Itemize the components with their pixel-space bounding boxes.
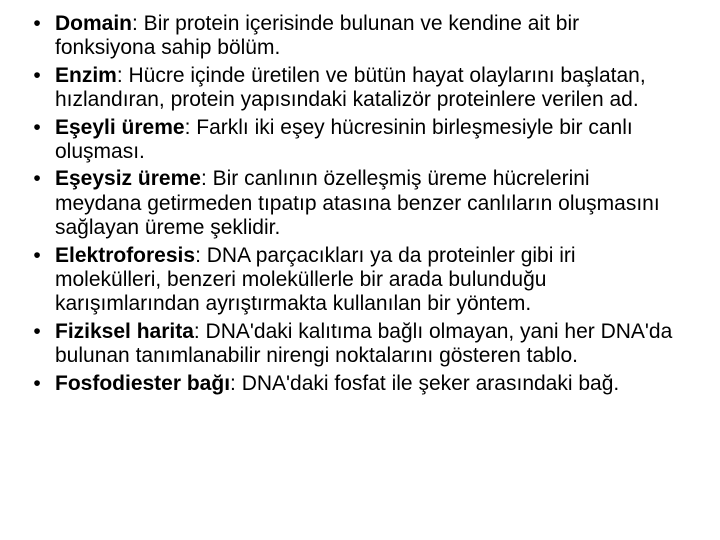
term: Elektroforesis [55,243,196,267]
list-item [30,116,680,165]
term: Fiziksel harita [55,319,194,343]
bullet-icon: • [33,115,41,139]
list-item [30,12,680,61]
bullet-icon: • [33,243,41,267]
list-item [30,372,680,396]
term: Eşeyli üreme [55,115,185,139]
bullet-icon: • [33,371,41,395]
definition: : DNA parçacıkları ya da proteinler gibi iri molekülleri, benzeri moleküllerle bir arada bulunduğu karışımlarından ayrıştırmakta kullanılan bir yöntem. [55,243,576,316]
glossary-list [30,12,680,399]
list-item [30,167,680,240]
bullet-icon: • [33,167,41,191]
list-item [30,320,680,369]
definition: : Hücre içinde üretilen ve bütün hayat olaylarını başlatan, hızlandıran, protein yapısındaki katalizör proteinlere verilen ad. [55,63,646,112]
bullet-icon: • [33,12,41,35]
term: Domain [55,12,133,35]
definition: : Bir protein içerisinde bulunan ve kendine ait bir fonksiyona sahip bölüm. [55,12,580,60]
bullet-icon: • [33,63,41,87]
definition: : DNA'daki fosfat ile şeker arasındaki bağ. [230,371,620,395]
definition: : DNA'daki kalıtıma bağlı olmayan, yani her DNA'da bulunan tanımlanabilir nirengi noktalarını gösteren tablo. [55,319,673,368]
term: Enzim [55,63,117,87]
definition: : Farklı iki eşey hücresinin birleşmesiyle bir canlı oluşması. [55,115,633,164]
term: Fosfodiester bağı [55,371,231,395]
definition: : Bir canlının özelleşmiş üreme hücrelerini meydana getirmeden tıpatıp atasına benzer canlıların oluşmasını sağlayan üreme şeklidir. [55,167,660,240]
term: Eşeysiz üreme [55,167,201,191]
list-item [30,64,680,113]
bullet-icon: • [33,319,41,343]
list-item [30,244,680,317]
